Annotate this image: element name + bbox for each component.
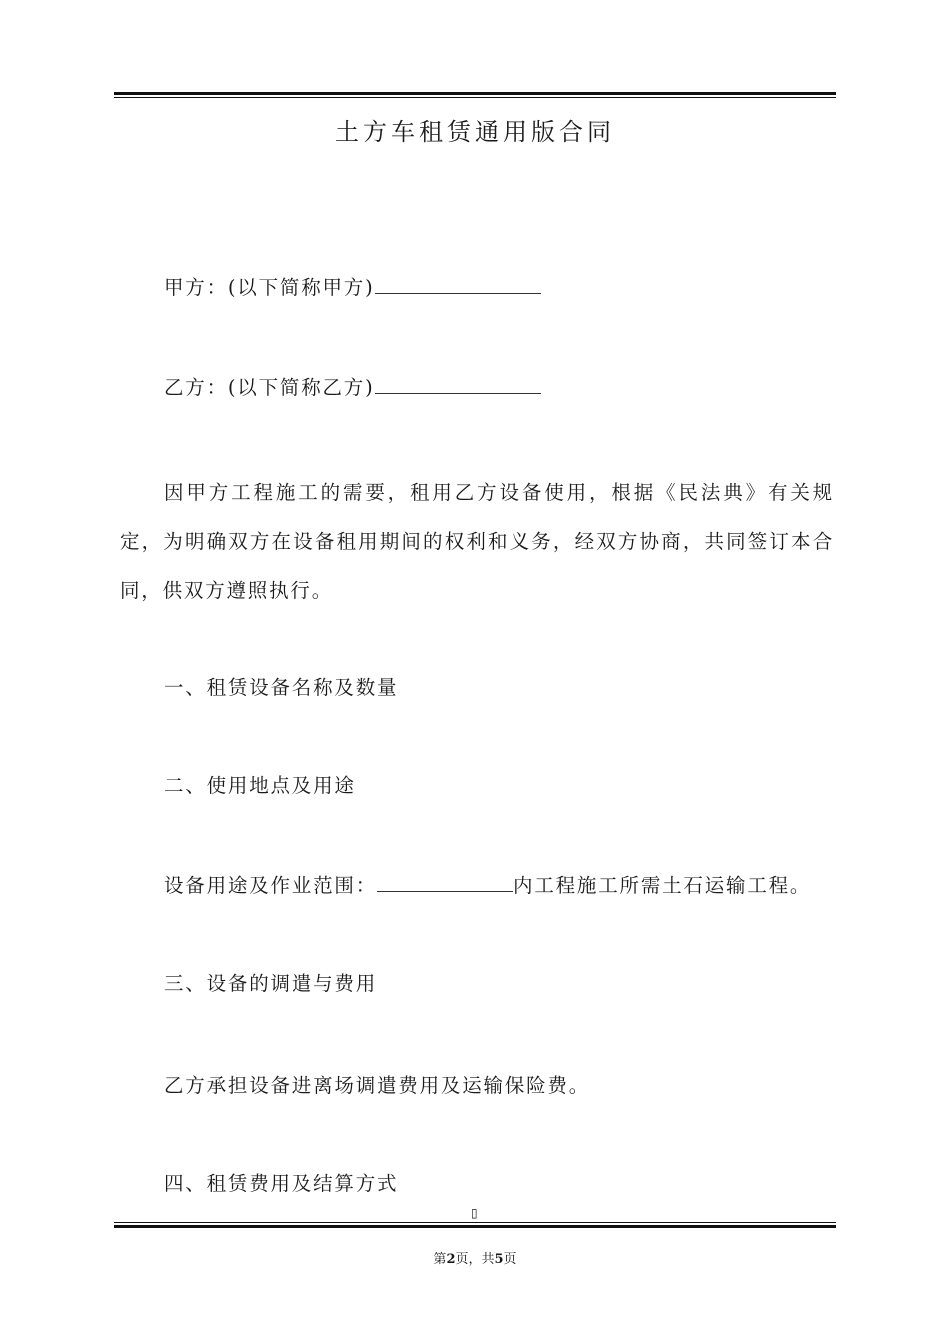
intro-paragraph: 因甲方工程施工的需要，租用乙方设备使用，根据《民法典》有关规定，为明确双方在设备租用期间的权利和义务，经双方协商，共同签订本合同，供双方遵照执行。 [120,481,834,602]
footer-rule [114,1222,836,1228]
header-rule [114,92,836,98]
footer-glyph: ▯ [471,1206,478,1220]
section-2-heading: 二、使用地点及用途 [164,774,356,797]
party-b-label: 乙方：(以下简称乙方) [164,376,375,399]
section-3-heading: 三、设备的调遣与费用 [164,972,378,995]
usage-label: 设备用途及作业范围： [164,874,378,897]
current-page: 2 [446,1252,456,1267]
section-4-heading: 四、租赁费用及结算方式 [164,1172,399,1195]
party-a-blank[interactable] [375,273,541,294]
party-b-line [164,372,541,400]
party-b-blank[interactable] [375,373,541,394]
party-a-line [164,272,541,300]
usage-blank[interactable] [377,871,513,892]
page-number: 第2页，共5页 [433,1252,517,1267]
section-1-heading: 一、租赁设备名称及数量 [164,676,399,699]
section-3-text: 乙方承担设备进离场调遣费用及运输保险费。 [164,1074,591,1097]
document-title: 土方车租赁通用版合同 [335,118,615,146]
total-pages: 5 [494,1252,504,1267]
usage-suffix: 内工程施工所需土石运输工程。 [513,874,812,897]
party-a-label: 甲方：(以下简称甲方) [164,276,375,299]
usage-line [164,870,811,898]
